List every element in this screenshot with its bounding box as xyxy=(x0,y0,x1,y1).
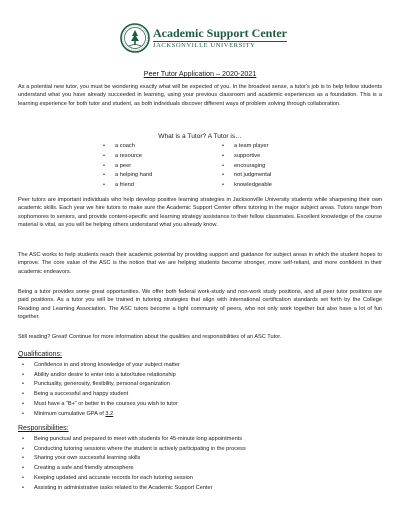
list-item: • Being punctual and prepared to meet with students for 45-minute long appointments xyxy=(34,435,246,445)
list-item: • a helping hand xyxy=(115,171,152,181)
list-item: • encouraging xyxy=(234,162,272,172)
list-item: • Being a successful and happy student xyxy=(34,390,180,400)
list-item: • a friend xyxy=(115,181,152,191)
list-item-gpa xyxy=(34,410,180,420)
list-item: • knowledgeable xyxy=(234,181,272,191)
list-item: • Sharing your own successful learning skills xyxy=(34,454,246,464)
list-item: • a resource xyxy=(115,152,152,162)
university-seal-icon xyxy=(120,23,150,53)
university-name: JACKSONVILLE UNIVERSITY xyxy=(153,41,287,50)
list-item: • a peer xyxy=(115,162,152,172)
qualifications-heading: Qualifications: xyxy=(18,351,62,358)
gpa-value: 3.2 xyxy=(105,410,114,417)
header-logo xyxy=(120,23,287,53)
list-item: • a coach xyxy=(115,142,152,152)
intro-paragraph: As a potential new tutor, you must be wondering exactly what will be expected of you. In the broadest sense, a tutor's job is to help fellow students understand what you have already succeeded in learning, using your previous classroom and academic experiences as a foundation. This is a learning experience for both tutor and student, as both individuals discover different ways of problem solving through collaboration. xyxy=(18,84,382,107)
tutor-traits-right xyxy=(234,142,272,191)
org-name: Academic Support Center xyxy=(153,25,287,40)
page-title: Peer Tutor Application – 2020-2021 xyxy=(143,69,257,78)
list-item: • Creating a safe and friendly atmosphere xyxy=(34,464,246,474)
list-item: • Conducting tutoring sessions where the student is actively participating in the process xyxy=(34,445,246,455)
paragraph-opportunities: Being a tutor provides some great opportunities. We offer both federal work-study and non-work study positions, and all peer tutor positions are paid positions. As a tutor you will be trained in tutoring strategies that align with international certification standards set forth by the College Reading and Learning Association. The ASC tutors become a tight community of peers, who not only work together but also have a lot of fun together. xyxy=(18,289,382,321)
responsibilities-heading: Responsibilities: xyxy=(18,425,69,432)
list-item: • Must have a “B+” or better in the courses you wish to tutor xyxy=(34,400,180,410)
paragraph-still-reading: Still reading? Great! Continue for more information about the qualities and responsibilities of an ASC Tutor. xyxy=(18,334,282,340)
list-item: • Ability and/or desire to enter into a tutor/tutee relationship xyxy=(34,371,180,381)
list-item: • a team player xyxy=(234,142,272,152)
list-item: • not judgmental xyxy=(234,171,272,181)
paragraph-peer-tutors: Peer tutors are important individuals who help develop positive learning strategies in Jacksonville University students while sharpening their own academic skills. Each year we hire tutors to make sure the Academic Support Center offers tutoring in the major subject areas. Tutors range from sophomores to seniors, and provide content-specific and learning strategy assistance to their fellow classmates. Excellent knowledge of the course material is vital, as you will be helping others understand what you already know. xyxy=(18,197,382,229)
paragraph-asc-mission: The ASC works to help students reach their academic potential by providing support and guidance for subject areas in which the student hopes to improve. The core value of the ASC is the notion that we are helping students become stronger, more self-reliant, and more confident in their academic endeavors. xyxy=(18,252,382,275)
list-item: • Assisting in administrative tasks related to the Academic Support Center xyxy=(34,484,246,494)
list-item: • supportive xyxy=(234,152,272,162)
gpa-label: Minimum cumulative GPA of xyxy=(34,410,106,417)
what-is-tutor-heading: What is a Tutor? A Tutor is… xyxy=(158,133,242,140)
list-item: • Confidence in and strong knowledge of your subject matter xyxy=(34,361,180,371)
responsibilities-list xyxy=(34,435,246,493)
tutor-traits-left xyxy=(115,142,152,191)
list-item: • Keeping updated and accurate records for each tutoring session xyxy=(34,474,246,484)
qualifications-list xyxy=(34,361,180,419)
list-item: • Punctuality, generosity, flexibility, personal organization xyxy=(34,380,180,390)
